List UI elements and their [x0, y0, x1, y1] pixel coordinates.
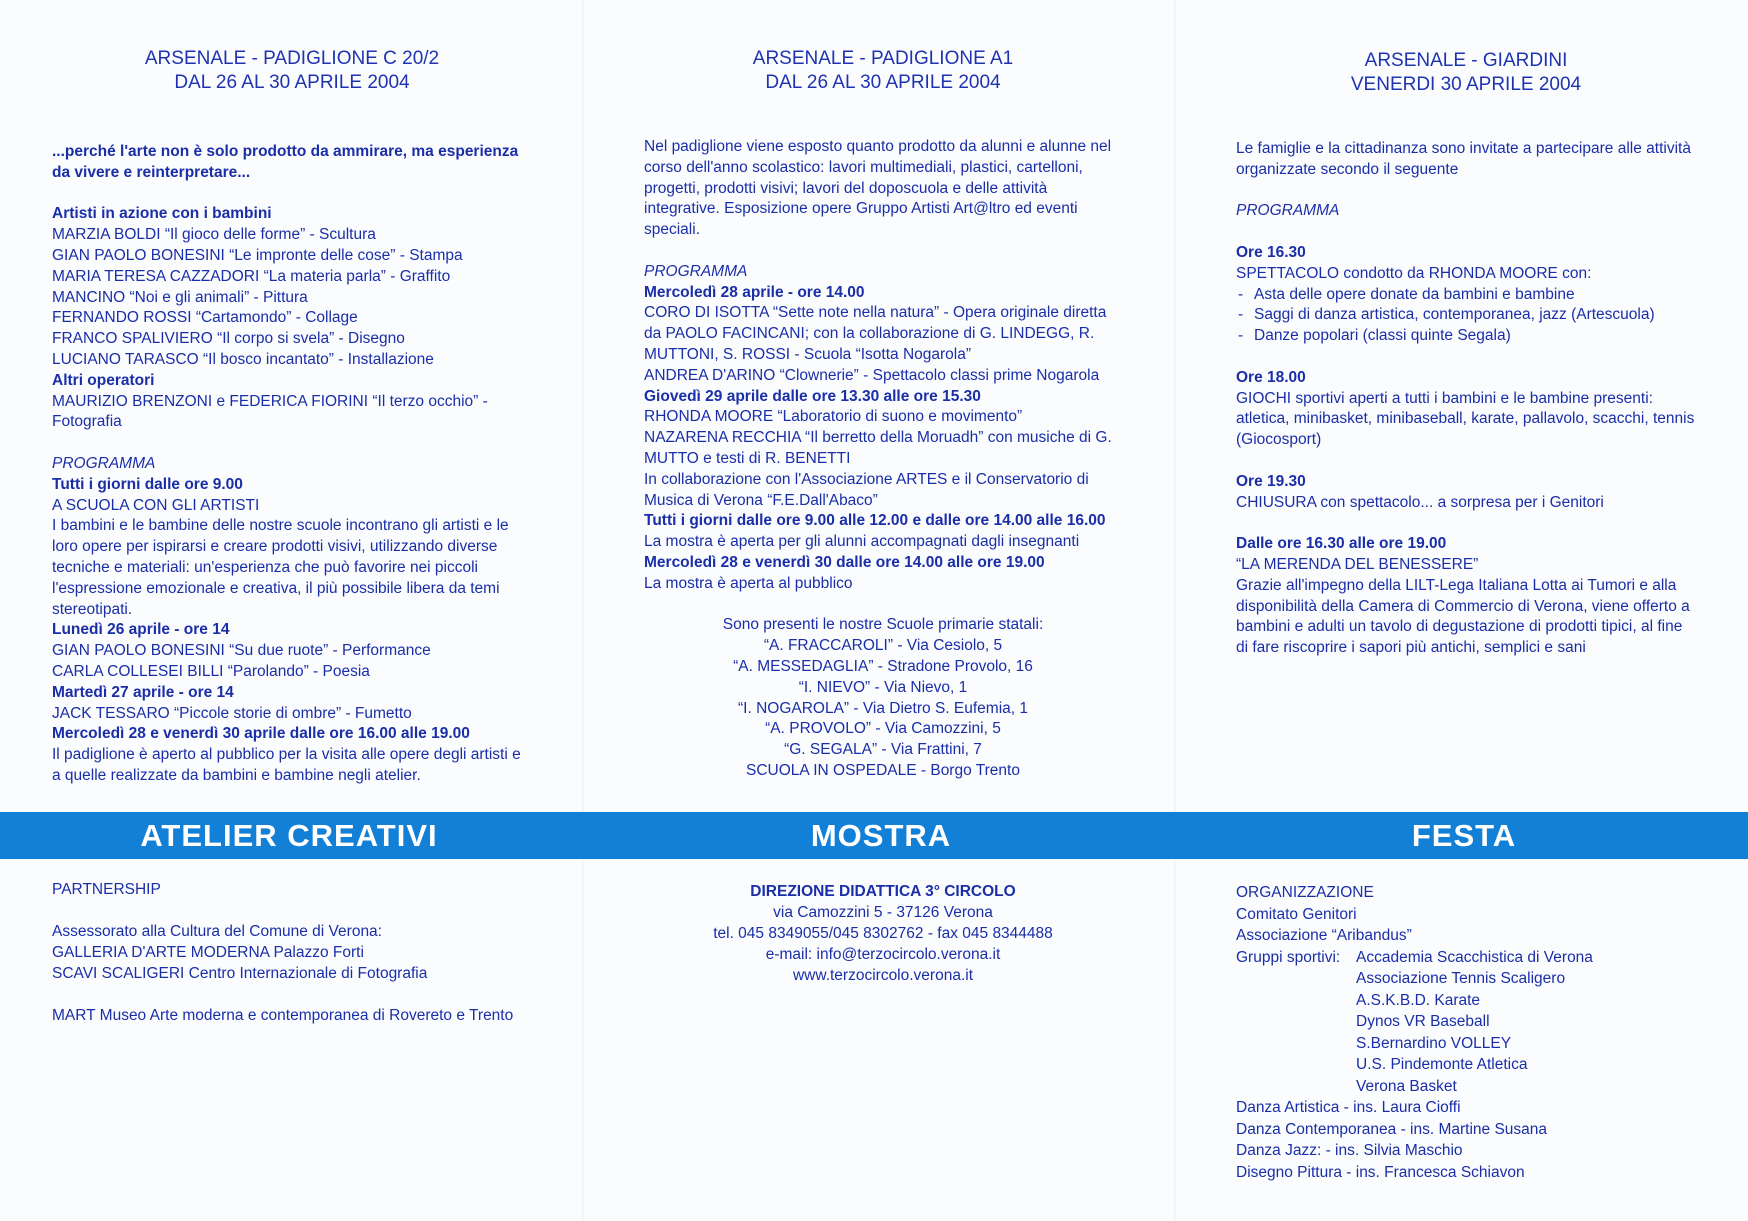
partnership-line: Assessorato alla Cultura del Comune di Verona:: [52, 922, 382, 940]
list-item: Associazione Tennis Scaligero: [1356, 970, 1566, 987]
organization-line: Associazione “Aribandus”: [1236, 927, 1412, 944]
program-text: CARLA COLLESEI BILLI “Parolando” - Poesia: [52, 662, 370, 680]
list-item: MANCINO “Noi e gli animali” - Pittura: [52, 288, 308, 306]
list-item: Verona Basket: [1356, 1077, 1457, 1095]
program-title: Ore 18.00: [1236, 368, 1306, 386]
program-text: CORO DI ISOTTA “Sette note nella natura” - Opera originale diretta da PAOLO FACINCANI; con la collaborazione di G. LINDEGG, R. MUTTONI, S. ROSSI - Scuola “Isotta Nogarola”: [644, 304, 1107, 363]
list-item: SCUOLA IN OSPEDALE - Borgo Trento: [746, 761, 1020, 779]
partnership-line: SCAVI SCALIGERI Centro Internazionale di Fotografia: [52, 964, 428, 982]
list-item: Danza Jazz: - ins. Silvia Maschio: [1236, 1142, 1463, 1159]
list-item: Accademia Scacchistica di Verona: [1356, 948, 1593, 966]
program-title: Tutti i giorni dalle ore 9.00: [52, 475, 243, 493]
operators-text: MAURIZIO BRENZONI e FEDERICA FIORINI “Il terzo occhio” - Fotografia: [52, 392, 488, 431]
contact-block: [644, 881, 1122, 986]
contact-title: DIREZIONE DIDATTICA 3° CIRCOLO: [750, 883, 1016, 900]
partnership-line: GALLERIA D'ARTE MODERNA Palazzo Forti: [52, 943, 364, 961]
artists-list: [52, 225, 532, 371]
program-text: La mostra è aperta al pubblico: [644, 574, 853, 592]
column-festa: [1236, 0, 1696, 659]
partnership-line: MART Museo Arte moderna e contemporanea di Rovereto e Trento: [52, 1006, 514, 1024]
schools-block: [644, 615, 1122, 781]
contact-website: www.terzocircolo.verona.it: [792, 967, 974, 984]
list-item: Disegno Pittura - ins. Francesca Schiavon: [1236, 1163, 1525, 1181]
program-text: GIAN PAOLO BONESINI “Su due ruote” - Performance: [52, 642, 431, 660]
program-title: Mercoledì 28 aprile - ore 14.00: [644, 283, 865, 301]
program-text: In collaborazione con l'Associazione ARTES e il Conservatorio di Musica di Verona “F.E.Dall'Abaco”: [644, 470, 1089, 509]
column-mostra: [644, 0, 1122, 782]
schools-title: Sono presenti le nostre Scuole primarie statali:: [722, 616, 1044, 634]
program-text: RHONDA MOORE “Laboratorio di suono e movimento”: [644, 408, 1023, 426]
list-item: GIAN PAOLO BONESINI “Le impronte delle cose” - Stampa: [52, 246, 463, 264]
intro-text: Le famiglie e la cittadinanza sono invitate a partecipare alle attività organizzate secondo il seguente: [1236, 140, 1691, 178]
program-text: NAZARENA RECCHIA “Il berretto della Moruadh” con musiche di G. MUTTO e testi di R. BENETTI: [644, 429, 1112, 467]
list-item: A.S.K.B.D. Karate: [1356, 991, 1481, 1009]
band-title-festa: FESTA: [1411, 818, 1517, 853]
list-item: - Asta delle opere donate da bambini e bambine: [1236, 285, 1696, 306]
organization-block: [1236, 882, 1696, 1183]
contact-email: e-mail: info@terzocircolo.verona.it: [765, 946, 1001, 963]
list-item: MARZIA BOLDI “Il gioco delle forme” - Scultura: [52, 226, 376, 244]
list-item: FRANCO SPALIVIERO “Il corpo si svela” - Disegno: [52, 330, 405, 348]
list-item: “I. NOGAROLA” - Via Dietro S. Eufemia, 1: [738, 699, 1028, 717]
program-title: Ore 19.30: [1236, 472, 1306, 490]
list-item: Dynos VR Baseball: [1356, 1013, 1490, 1030]
program-text: CHIUSURA con spettacolo... a sorpresa per i Genitori: [1236, 493, 1604, 511]
list-item: - Saggi di danza artistica, contemporanea, jazz (Artescuola): [1236, 305, 1696, 326]
program-text: GIOCHI sportivi aperti a tutti i bambini e le bambine presenti: atletica, minibasket, minibaseball, karate, pallavolo, scacchi, tennis (Giocosport): [1236, 389, 1695, 449]
programma-label: PROGRAMMA: [52, 454, 156, 472]
contact-address: via Camozzini 5 - 37126 Verona: [773, 904, 993, 921]
list-item: LUCIANO TARASCO “Il bosco incantato” - Installazione: [52, 350, 434, 368]
program-title: Giovedì 29 aprile dalle ore 13.30 alle ore 15.30: [644, 387, 981, 405]
list-item: Danza Contemporanea - ins. Martine Susana: [1236, 1120, 1548, 1138]
organization-line: Comitato Genitori: [1236, 905, 1357, 923]
intro-text: Nel padiglione viene esposto quanto prodotto da alunni e alunne nel corso dell'anno scolastico: lavori multimediali, plastici, cartelloni, progetti, prodotti visivi; lavori del doposcuola e delle attività integrative. Esposizione opere Gruppo Artisti Art@ltro ed eventi speciali.: [644, 138, 1112, 239]
program-title: Ore 16.30: [1236, 243, 1306, 261]
operators-title: Altri operatori: [52, 371, 155, 389]
list-item: - Danze popolari (classi quinte Segala): [1236, 326, 1696, 347]
artists-title: Artisti in azione con i bambini: [52, 205, 272, 223]
header-atelier: ARSENALE - PADIGLIONE C 20/2 DAL 26 AL 30 APRILE 2004: [144, 48, 440, 93]
programma-label: PROGRAMMA: [1236, 202, 1340, 220]
program-title: Martedì 27 aprile - ore 14: [52, 683, 234, 701]
list-item: MARIA TERESA CAZZADORI “La materia parla” - Graffito: [52, 267, 451, 285]
fold-line-right: [1174, 0, 1176, 1221]
intro-text: ...perché l'arte non è solo prodotto da ammirare, ma esperienza da vivere e reinterpretare...: [52, 143, 519, 181]
program-title: Mercoledì 28 e venerdì 30 aprile dalle ore 16.00 alle 19.00: [52, 725, 470, 743]
partnership-title: PARTNERSHIP: [52, 881, 161, 898]
program-text: SPETTACOLO condotto da RHONDA MOORE con:: [1236, 264, 1592, 282]
program-title: Tutti i giorni dalle ore 9.00 alle 12.00 e dalle ore 14.00 alle 16.00: [644, 512, 1106, 530]
list-item: “G. SEGALA” - Via Frattini, 7: [784, 741, 982, 759]
fold-line-left: [582, 0, 584, 1221]
program-text: Grazie all'impegno della LILT-Lega Italiana Lotta ai Tumori e alla disponibilità della Camera di Commercio di Verona, viene offerto a bambini e adulti un tavolo di degustazione di prodotti tipici, al fine di fare riscoprire i sapori più antichi, semplici e sani: [1236, 576, 1690, 657]
list-item: “A. FRACCAROLI” - Via Cesiolo, 5: [763, 637, 1003, 655]
header-mostra: ARSENALE - PADIGLIONE A1 DAL 26 AL 30 APRILE 2004: [752, 48, 1014, 93]
list-item: S.Bernardino VOLLEY: [1356, 1034, 1512, 1052]
sport-groups-list: [1356, 947, 1593, 1098]
sport-groups-label: Gruppi sportivi:: [1236, 948, 1341, 966]
programma-label: PROGRAMMA: [644, 262, 748, 280]
program-text: Il padiglione è aperto al pubblico per la visita alle opere degli artisti e a quelle realizzate da bambini e bambine negli atelier.: [52, 746, 521, 784]
contact-phone: tel. 045 8349055/045 8302762 - fax 045 8344488: [713, 925, 1053, 942]
partnership-block: [52, 879, 552, 1026]
program-subtitle: “LA MERENDA DEL BENESSERE”: [1236, 555, 1479, 573]
list-item: Danza Artistica - ins. Laura Cioffi: [1236, 1099, 1461, 1116]
list-item: “I. NIEVO” - Via Nievo, 1: [798, 678, 968, 696]
band-title-atelier: ATELIER CREATIVI: [140, 818, 438, 853]
column-atelier: [52, 0, 532, 787]
program-title: Dalle ore 16.30 alle ore 19.00: [1236, 535, 1447, 553]
program-text: I bambini e le bambine delle nostre scuole incontrano gli artisti e le loro opere per ispirarsi e creare prodotti visivi, utilizzando diverse tecniche e materiali: un'esperienza che può favorire nei piccoli l'espressione emozionale e creativa, il più possibile libera da temi stereotipati.: [52, 517, 509, 618]
program-title: Lunedì 26 aprile - ore 14: [52, 621, 230, 639]
list-item: FERNANDO ROSSI “Cartamondo” - Collage: [52, 309, 358, 327]
list-item: “A. MESSEDAGLIA” - Stradone Provolo, 16: [733, 657, 1033, 675]
sport-groups: [1236, 947, 1696, 1098]
header-festa: ARSENALE - GIARDINI VENERDI 30 APRILE 2004: [1350, 50, 1582, 95]
program-text: JACK TESSARO “Piccole storie di ombre” - Fumetto: [52, 704, 412, 722]
band-title-mostra: MOSTRA: [810, 818, 952, 853]
program-text: La mostra è aperta per gli alunni accompagnati dagli insegnanti: [644, 533, 1080, 551]
program-text: ANDREA D'ARINO “Clownerie” - Spettacolo classi prime Nogarola: [644, 366, 1100, 384]
program-subtitle: A SCUOLA CON GLI ARTISTI: [52, 496, 260, 514]
list-item: “A. PROVOLO” - Via Camozzini, 5: [765, 720, 1001, 738]
list-item: U.S. Pindemonte Atletica: [1356, 1056, 1528, 1073]
program-title: Mercoledì 28 e venerdì 30 dalle ore 14.00 alle ore 19.00: [644, 553, 1045, 571]
organization-title: ORGANIZZAZIONE: [1236, 884, 1374, 901]
